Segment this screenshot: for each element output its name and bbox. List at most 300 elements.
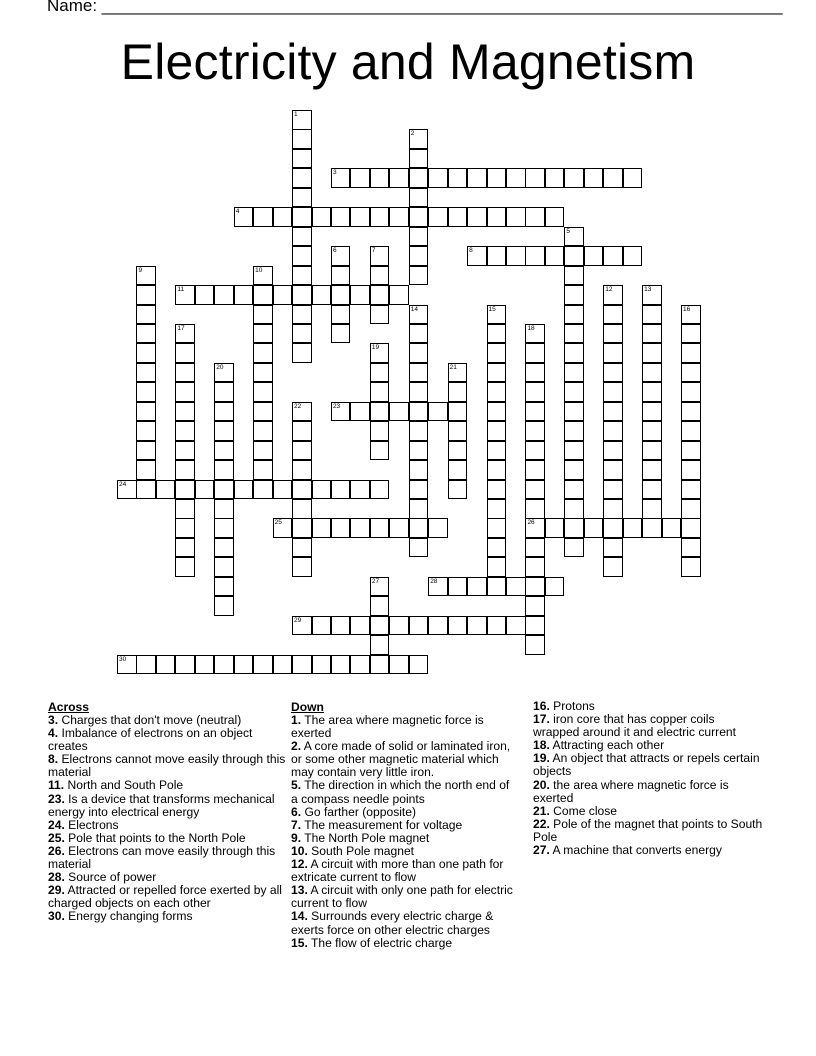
grid-cell[interactable] <box>312 616 332 636</box>
grid-cell[interactable] <box>603 460 623 480</box>
grid-cell[interactable] <box>253 480 273 500</box>
grid-cell[interactable] <box>175 382 195 402</box>
grid-cell[interactable] <box>370 441 390 461</box>
grid-cell[interactable] <box>487 557 507 577</box>
grid-cell[interactable] <box>292 129 312 149</box>
grid-cell[interactable] <box>175 538 195 558</box>
grid-cell[interactable] <box>662 518 682 538</box>
grid-cell[interactable] <box>603 499 623 519</box>
grid-cell[interactable] <box>681 557 701 577</box>
grid-cell[interactable] <box>214 402 234 422</box>
grid-cell[interactable] <box>681 421 701 441</box>
grid-cell[interactable] <box>175 421 195 441</box>
grid-cell[interactable] <box>136 266 156 286</box>
grid-cell[interactable] <box>350 655 370 675</box>
grid-cell[interactable] <box>428 518 448 538</box>
grid-cell[interactable] <box>603 402 623 422</box>
grid-cell[interactable] <box>603 518 623 538</box>
grid-cell[interactable] <box>195 480 215 500</box>
grid-cell[interactable] <box>545 168 565 188</box>
grid-cell[interactable] <box>370 266 390 286</box>
grid-cell[interactable] <box>312 207 332 227</box>
grid-cell[interactable] <box>350 207 370 227</box>
grid-cell[interactable] <box>253 266 273 286</box>
grid-cell[interactable] <box>428 207 448 227</box>
grid-cell[interactable] <box>292 168 312 188</box>
grid-cell[interactable] <box>214 557 234 577</box>
grid-cell[interactable] <box>195 655 215 675</box>
grid-cell[interactable] <box>253 363 273 383</box>
grid-cell[interactable] <box>487 207 507 227</box>
grid-cell[interactable] <box>448 207 468 227</box>
grid-cell[interactable] <box>253 421 273 441</box>
grid-cell[interactable] <box>487 421 507 441</box>
grid-cell[interactable] <box>409 499 429 519</box>
grid-cell[interactable] <box>331 402 351 422</box>
grid-cell[interactable] <box>214 363 234 383</box>
grid-cell[interactable] <box>623 518 643 538</box>
grid-cell[interactable] <box>370 616 390 636</box>
grid-cell[interactable] <box>175 480 195 500</box>
grid-cell[interactable] <box>292 538 312 558</box>
grid-cell[interactable] <box>564 499 584 519</box>
grid-cell[interactable] <box>370 577 390 597</box>
grid-cell[interactable] <box>409 616 429 636</box>
grid-cell[interactable] <box>292 227 312 247</box>
grid-cell[interactable] <box>389 168 409 188</box>
grid-cell[interactable] <box>370 343 390 363</box>
grid-cell[interactable] <box>564 246 584 266</box>
grid-cell[interactable] <box>642 460 662 480</box>
grid-cell[interactable] <box>603 363 623 383</box>
grid-cell[interactable] <box>623 168 643 188</box>
grid-cell[interactable] <box>642 285 662 305</box>
grid-cell[interactable] <box>642 402 662 422</box>
grid-cell[interactable] <box>564 402 584 422</box>
grid-cell[interactable] <box>409 168 429 188</box>
grid-cell[interactable] <box>564 421 584 441</box>
grid-cell[interactable] <box>545 246 565 266</box>
grid-cell[interactable] <box>370 480 390 500</box>
grid-cell[interactable] <box>331 480 351 500</box>
grid-cell[interactable] <box>467 168 487 188</box>
grid-cell[interactable] <box>370 518 390 538</box>
grid-cell[interactable] <box>487 460 507 480</box>
grid-cell[interactable] <box>409 129 429 149</box>
grid-cell[interactable] <box>350 402 370 422</box>
grid-cell[interactable] <box>603 441 623 461</box>
grid-cell[interactable] <box>156 480 176 500</box>
grid-cell[interactable] <box>642 499 662 519</box>
grid-cell[interactable] <box>525 480 545 500</box>
grid-cell[interactable] <box>370 421 390 441</box>
grid-cell[interactable] <box>292 305 312 325</box>
grid-cell[interactable] <box>525 616 545 636</box>
grid-cell[interactable] <box>448 616 468 636</box>
grid-cell[interactable] <box>428 577 448 597</box>
grid-cell[interactable] <box>642 343 662 363</box>
grid-cell[interactable] <box>642 382 662 402</box>
grid-cell[interactable] <box>409 343 429 363</box>
grid-cell[interactable] <box>331 285 351 305</box>
grid-cell[interactable] <box>292 207 312 227</box>
grid-cell[interactable] <box>214 655 234 675</box>
grid-cell[interactable] <box>117 655 137 675</box>
grid-cell[interactable] <box>467 246 487 266</box>
grid-cell[interactable] <box>564 382 584 402</box>
grid-cell[interactable] <box>253 655 273 675</box>
grid-cell[interactable] <box>370 285 390 305</box>
grid-cell[interactable] <box>273 480 293 500</box>
grid-cell[interactable] <box>136 402 156 422</box>
grid-cell[interactable] <box>487 577 507 597</box>
grid-cell[interactable] <box>292 110 312 130</box>
grid-cell[interactable] <box>175 285 195 305</box>
grid-cell[interactable] <box>681 499 701 519</box>
grid-cell[interactable] <box>487 305 507 325</box>
grid-cell[interactable] <box>564 343 584 363</box>
grid-cell[interactable] <box>467 207 487 227</box>
grid-cell[interactable] <box>545 518 565 538</box>
grid-cell[interactable] <box>409 518 429 538</box>
grid-cell[interactable] <box>564 480 584 500</box>
grid-cell[interactable] <box>506 577 526 597</box>
grid-cell[interactable] <box>389 616 409 636</box>
grid-cell[interactable] <box>467 577 487 597</box>
grid-cell[interactable] <box>487 616 507 636</box>
grid-cell[interactable] <box>253 382 273 402</box>
grid-cell[interactable] <box>175 557 195 577</box>
grid-cell[interactable] <box>253 285 273 305</box>
grid-cell[interactable] <box>292 518 312 538</box>
grid-cell[interactable] <box>136 460 156 480</box>
grid-cell[interactable] <box>331 324 351 344</box>
grid-cell[interactable] <box>195 285 215 305</box>
grid-cell[interactable] <box>681 382 701 402</box>
grid-cell[interactable] <box>506 168 526 188</box>
grid-cell[interactable] <box>681 363 701 383</box>
grid-cell[interactable] <box>214 382 234 402</box>
grid-cell[interactable] <box>448 421 468 441</box>
grid-cell[interactable] <box>214 421 234 441</box>
grid-cell[interactable] <box>525 557 545 577</box>
grid-cell[interactable] <box>350 616 370 636</box>
grid-cell[interactable] <box>253 324 273 344</box>
grid-cell[interactable] <box>409 363 429 383</box>
grid-cell[interactable] <box>331 168 351 188</box>
grid-cell[interactable] <box>370 635 390 655</box>
grid-cell[interactable] <box>525 596 545 616</box>
grid-cell[interactable] <box>564 168 584 188</box>
grid-cell[interactable] <box>292 246 312 266</box>
grid-cell[interactable] <box>292 480 312 500</box>
grid-cell[interactable] <box>175 324 195 344</box>
grid-cell[interactable] <box>409 266 429 286</box>
grid-cell[interactable] <box>331 655 351 675</box>
grid-cell[interactable] <box>603 246 623 266</box>
grid-cell[interactable] <box>253 305 273 325</box>
grid-cell[interactable] <box>681 518 701 538</box>
grid-cell[interactable] <box>136 421 156 441</box>
grid-cell[interactable] <box>292 343 312 363</box>
grid-cell[interactable] <box>389 207 409 227</box>
grid-cell[interactable] <box>331 266 351 286</box>
grid-cell[interactable] <box>681 305 701 325</box>
grid-cell[interactable] <box>584 246 604 266</box>
grid-cell[interactable] <box>525 441 545 461</box>
grid-cell[interactable] <box>506 207 526 227</box>
grid-cell[interactable] <box>389 285 409 305</box>
grid-cell[interactable] <box>136 441 156 461</box>
grid-cell[interactable] <box>292 421 312 441</box>
grid-cell[interactable] <box>214 460 234 480</box>
grid-cell[interactable] <box>603 480 623 500</box>
grid-cell[interactable] <box>506 246 526 266</box>
grid-cell[interactable] <box>584 168 604 188</box>
grid-cell[interactable] <box>409 441 429 461</box>
grid-cell[interactable] <box>175 518 195 538</box>
grid-cell[interactable] <box>409 207 429 227</box>
grid-cell[interactable] <box>214 499 234 519</box>
grid-cell[interactable] <box>156 655 176 675</box>
grid-cell[interactable] <box>545 577 565 597</box>
grid-cell[interactable] <box>136 343 156 363</box>
grid-cell[interactable] <box>175 343 195 363</box>
grid-cell[interactable] <box>253 343 273 363</box>
grid-cell[interactable] <box>642 480 662 500</box>
grid-cell[interactable] <box>175 441 195 461</box>
grid-cell[interactable] <box>370 655 390 675</box>
grid-cell[interactable] <box>273 207 293 227</box>
grid-cell[interactable] <box>331 207 351 227</box>
grid-cell[interactable] <box>603 324 623 344</box>
grid-cell[interactable] <box>448 382 468 402</box>
grid-cell[interactable] <box>564 305 584 325</box>
grid-cell[interactable] <box>448 168 468 188</box>
grid-cell[interactable] <box>350 480 370 500</box>
grid-cell[interactable] <box>525 343 545 363</box>
grid-cell[interactable] <box>642 324 662 344</box>
grid-cell[interactable] <box>175 460 195 480</box>
grid-cell[interactable] <box>370 402 390 422</box>
grid-cell[interactable] <box>292 324 312 344</box>
grid-cell[interactable] <box>409 421 429 441</box>
grid-cell[interactable] <box>234 480 254 500</box>
grid-cell[interactable] <box>331 305 351 325</box>
grid-cell[interactable] <box>136 655 156 675</box>
grid-cell[interactable] <box>506 616 526 636</box>
grid-cell[interactable] <box>487 499 507 519</box>
grid-cell[interactable] <box>525 635 545 655</box>
grid-cell[interactable] <box>312 518 332 538</box>
grid-cell[interactable] <box>175 499 195 519</box>
grid-cell[interactable] <box>136 285 156 305</box>
grid-cell[interactable] <box>350 285 370 305</box>
grid-cell[interactable] <box>428 616 448 636</box>
grid-cell[interactable] <box>428 402 448 422</box>
grid-cell[interactable] <box>253 207 273 227</box>
grid-cell[interactable] <box>448 402 468 422</box>
grid-cell[interactable] <box>487 246 507 266</box>
grid-cell[interactable] <box>253 402 273 422</box>
grid-cell[interactable] <box>564 441 584 461</box>
grid-cell[interactable] <box>292 266 312 286</box>
grid-cell[interactable] <box>409 305 429 325</box>
grid-cell[interactable] <box>525 382 545 402</box>
grid-cell[interactable] <box>642 305 662 325</box>
grid-cell[interactable] <box>564 460 584 480</box>
grid-cell[interactable] <box>136 324 156 344</box>
grid-cell[interactable] <box>370 305 390 325</box>
grid-cell[interactable] <box>564 266 584 286</box>
grid-cell[interactable] <box>214 577 234 597</box>
grid-cell[interactable] <box>467 616 487 636</box>
grid-cell[interactable] <box>487 518 507 538</box>
grid-cell[interactable] <box>292 149 312 169</box>
grid-cell[interactable] <box>331 616 351 636</box>
grid-cell[interactable] <box>389 402 409 422</box>
grid-cell[interactable] <box>136 363 156 383</box>
grid-cell[interactable] <box>487 382 507 402</box>
grid-cell[interactable] <box>603 421 623 441</box>
grid-cell[interactable] <box>389 655 409 675</box>
grid-cell[interactable] <box>292 499 312 519</box>
grid-cell[interactable] <box>370 246 390 266</box>
grid-cell[interactable] <box>487 168 507 188</box>
grid-cell[interactable] <box>487 402 507 422</box>
grid-cell[interactable] <box>487 324 507 344</box>
grid-cell[interactable] <box>545 207 565 227</box>
grid-cell[interactable] <box>409 480 429 500</box>
grid-cell[interactable] <box>564 324 584 344</box>
grid-cell[interactable] <box>642 421 662 441</box>
grid-cell[interactable] <box>409 538 429 558</box>
grid-cell[interactable] <box>409 460 429 480</box>
grid-cell[interactable] <box>214 441 234 461</box>
grid-cell[interactable] <box>681 343 701 363</box>
grid-cell[interactable] <box>350 518 370 538</box>
grid-cell[interactable] <box>681 480 701 500</box>
grid-cell[interactable] <box>428 168 448 188</box>
grid-cell[interactable] <box>525 538 545 558</box>
grid-cell[interactable] <box>370 382 390 402</box>
grid-cell[interactable] <box>273 285 293 305</box>
grid-cell[interactable] <box>136 382 156 402</box>
grid-cell[interactable] <box>584 518 604 538</box>
grid-cell[interactable] <box>292 616 312 636</box>
grid-cell[interactable] <box>603 168 623 188</box>
grid-cell[interactable] <box>603 343 623 363</box>
grid-cell[interactable] <box>234 285 254 305</box>
grid-cell[interactable] <box>175 402 195 422</box>
grid-cell[interactable] <box>312 285 332 305</box>
grid-cell[interactable] <box>525 402 545 422</box>
grid-cell[interactable] <box>253 460 273 480</box>
grid-cell[interactable] <box>175 363 195 383</box>
grid-cell[interactable] <box>603 285 623 305</box>
grid-cell[interactable] <box>331 518 351 538</box>
grid-cell[interactable] <box>448 480 468 500</box>
grid-cell[interactable] <box>234 655 254 675</box>
grid-cell[interactable] <box>136 480 156 500</box>
grid-cell[interactable] <box>448 577 468 597</box>
grid-cell[interactable] <box>642 518 662 538</box>
grid-cell[interactable] <box>448 363 468 383</box>
grid-cell[interactable] <box>331 246 351 266</box>
grid-cell[interactable] <box>273 518 293 538</box>
grid-cell[interactable] <box>603 538 623 558</box>
grid-cell[interactable] <box>214 596 234 616</box>
grid-cell[interactable] <box>117 480 137 500</box>
grid-cell[interactable] <box>409 382 429 402</box>
grid-cell[interactable] <box>389 518 409 538</box>
grid-cell[interactable] <box>214 518 234 538</box>
grid-cell[interactable] <box>525 421 545 441</box>
grid-cell[interactable] <box>292 655 312 675</box>
grid-cell[interactable] <box>564 518 584 538</box>
grid-cell[interactable] <box>448 460 468 480</box>
grid-cell[interactable] <box>370 363 390 383</box>
grid-cell[interactable] <box>642 441 662 461</box>
grid-cell[interactable] <box>681 538 701 558</box>
grid-cell[interactable] <box>214 538 234 558</box>
grid-cell[interactable] <box>409 149 429 169</box>
grid-cell[interactable] <box>312 655 332 675</box>
grid-cell[interactable] <box>603 382 623 402</box>
grid-cell[interactable] <box>234 207 254 227</box>
grid-cell[interactable] <box>681 324 701 344</box>
grid-cell[interactable] <box>525 499 545 519</box>
grid-cell[interactable] <box>525 460 545 480</box>
grid-cell[interactable] <box>292 285 312 305</box>
grid-cell[interactable] <box>487 538 507 558</box>
grid-cell[interactable] <box>136 305 156 325</box>
grid-cell[interactable] <box>603 557 623 577</box>
grid-cell[interactable] <box>642 363 662 383</box>
grid-cell[interactable] <box>448 441 468 461</box>
grid-cell[interactable] <box>370 207 390 227</box>
grid-cell[interactable] <box>175 655 195 675</box>
grid-cell[interactable] <box>525 324 545 344</box>
grid-cell[interactable] <box>681 460 701 480</box>
grid-cell[interactable] <box>525 363 545 383</box>
grid-cell[interactable] <box>525 207 545 227</box>
grid-cell[interactable] <box>292 188 312 208</box>
grid-cell[interactable] <box>370 596 390 616</box>
grid-cell[interactable] <box>409 324 429 344</box>
grid-cell[interactable] <box>681 402 701 422</box>
grid-cell[interactable] <box>525 246 545 266</box>
grid-cell[interactable] <box>603 305 623 325</box>
grid-cell[interactable] <box>525 518 545 538</box>
grid-cell[interactable] <box>409 188 429 208</box>
grid-cell[interactable] <box>487 480 507 500</box>
grid-cell[interactable] <box>214 480 234 500</box>
grid-cell[interactable] <box>370 168 390 188</box>
grid-cell[interactable] <box>564 285 584 305</box>
grid-cell[interactable] <box>525 168 545 188</box>
grid-cell[interactable] <box>292 557 312 577</box>
grid-cell[interactable] <box>564 538 584 558</box>
grid-cell[interactable] <box>525 577 545 597</box>
grid-cell[interactable] <box>409 655 429 675</box>
grid-cell[interactable] <box>214 285 234 305</box>
grid-cell[interactable] <box>409 246 429 266</box>
grid-cell[interactable] <box>487 363 507 383</box>
grid-cell[interactable] <box>292 402 312 422</box>
grid-cell[interactable] <box>564 227 584 247</box>
grid-cell[interactable] <box>350 168 370 188</box>
